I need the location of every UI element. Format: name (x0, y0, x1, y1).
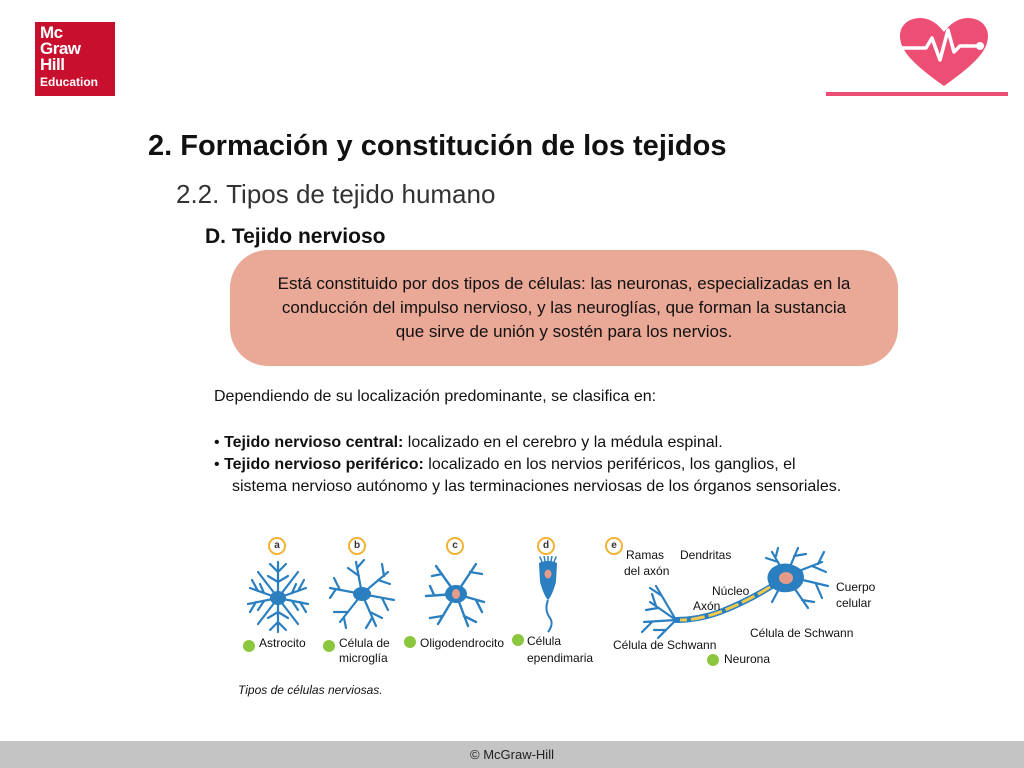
figure-caption: Tipos de células nerviosas. (238, 683, 383, 697)
badge-e: e (605, 537, 623, 555)
intro-text: Dependiendo de su localización predominante, se clasifica en: (214, 388, 657, 405)
bullet-term: Tejido nervioso periférico: (224, 456, 424, 473)
header-rule (826, 92, 1008, 96)
section-heading: D. Tejido nervioso (205, 225, 386, 248)
label-microglia-2: microglía (339, 651, 388, 665)
mcgraw-hill-logo (35, 22, 115, 96)
badge-c: c (446, 537, 464, 555)
microglia-icon (326, 556, 398, 632)
logo-line-4: Education (40, 75, 99, 89)
bullet-text: localizado en el cerebro y la médula espinal. (403, 434, 723, 451)
legend-dot (512, 634, 524, 646)
label-ramas-2: del axón (624, 564, 670, 578)
slide-title: 2. Formación y constitución de los tejidos (148, 130, 727, 162)
label-axon: Axón (693, 599, 721, 613)
legend-dot (323, 640, 335, 652)
slide-subtitle: 2.2. Tipos de tejido humano (176, 179, 496, 209)
label-schwann-right: Célula de Schwann (750, 626, 854, 640)
bullet-text: localizado en los nervios periféricos, los ganglios, el (423, 456, 796, 473)
label-ramas-1: Ramas (626, 548, 665, 562)
bullet-item (214, 454, 914, 498)
badge-d: d (537, 537, 555, 555)
badge-a: a (268, 537, 286, 555)
legend-dot (243, 640, 255, 652)
bullet-item (214, 432, 914, 454)
definition-box (230, 250, 898, 366)
badge-b: b (348, 537, 366, 555)
logo-line-1: Mc (40, 23, 63, 42)
footer-copyright: © McGraw-Hill (0, 741, 1024, 768)
label-cuerpo-1: Cuerpo (836, 580, 876, 594)
legend-dot (404, 636, 416, 648)
label-neurona: Neurona (724, 652, 771, 666)
label-microglia-1: Célula de (339, 636, 390, 650)
bullet-continuation: sistema nervioso autónomo y las terminaciones nerviosas de los órganos sensoriales. (232, 478, 842, 495)
label-dendritas: Dendritas (680, 548, 732, 562)
ependymal-cell-icon (532, 556, 564, 634)
astrocyte-icon (244, 558, 312, 636)
label-cuerpo-2: celular (836, 596, 872, 610)
bullet-term: Tejido nervioso central: (224, 434, 404, 451)
label-schwann-left: Célula de Schwann (613, 638, 717, 652)
label-astrocito: Astrocito (259, 636, 306, 650)
neuron-icon (636, 546, 846, 642)
label-ependimaria-2: ependimaria (527, 651, 594, 665)
label-nucleo: Núcleo (712, 584, 750, 598)
heartbeat-icon (896, 16, 992, 88)
label-oligodendrocito: Oligodendrocito (420, 636, 505, 650)
bullet-mark: • (214, 434, 220, 451)
label-ependimaria-1: Célula (527, 634, 562, 648)
logo-line-2: Graw (40, 39, 81, 58)
logo-line-3: Hill (40, 55, 65, 74)
bullet-mark: • (214, 456, 220, 473)
definition-text: Está constituido por dos tipos de células: las neuronas, especializadas en la conducción del impulso nervioso, y las neuroglías, que forman la sustancia que sirve de unión y sostén para los nervios. (277, 274, 851, 341)
oligodendrocyte-icon (424, 558, 488, 630)
legend-dot (707, 654, 719, 666)
